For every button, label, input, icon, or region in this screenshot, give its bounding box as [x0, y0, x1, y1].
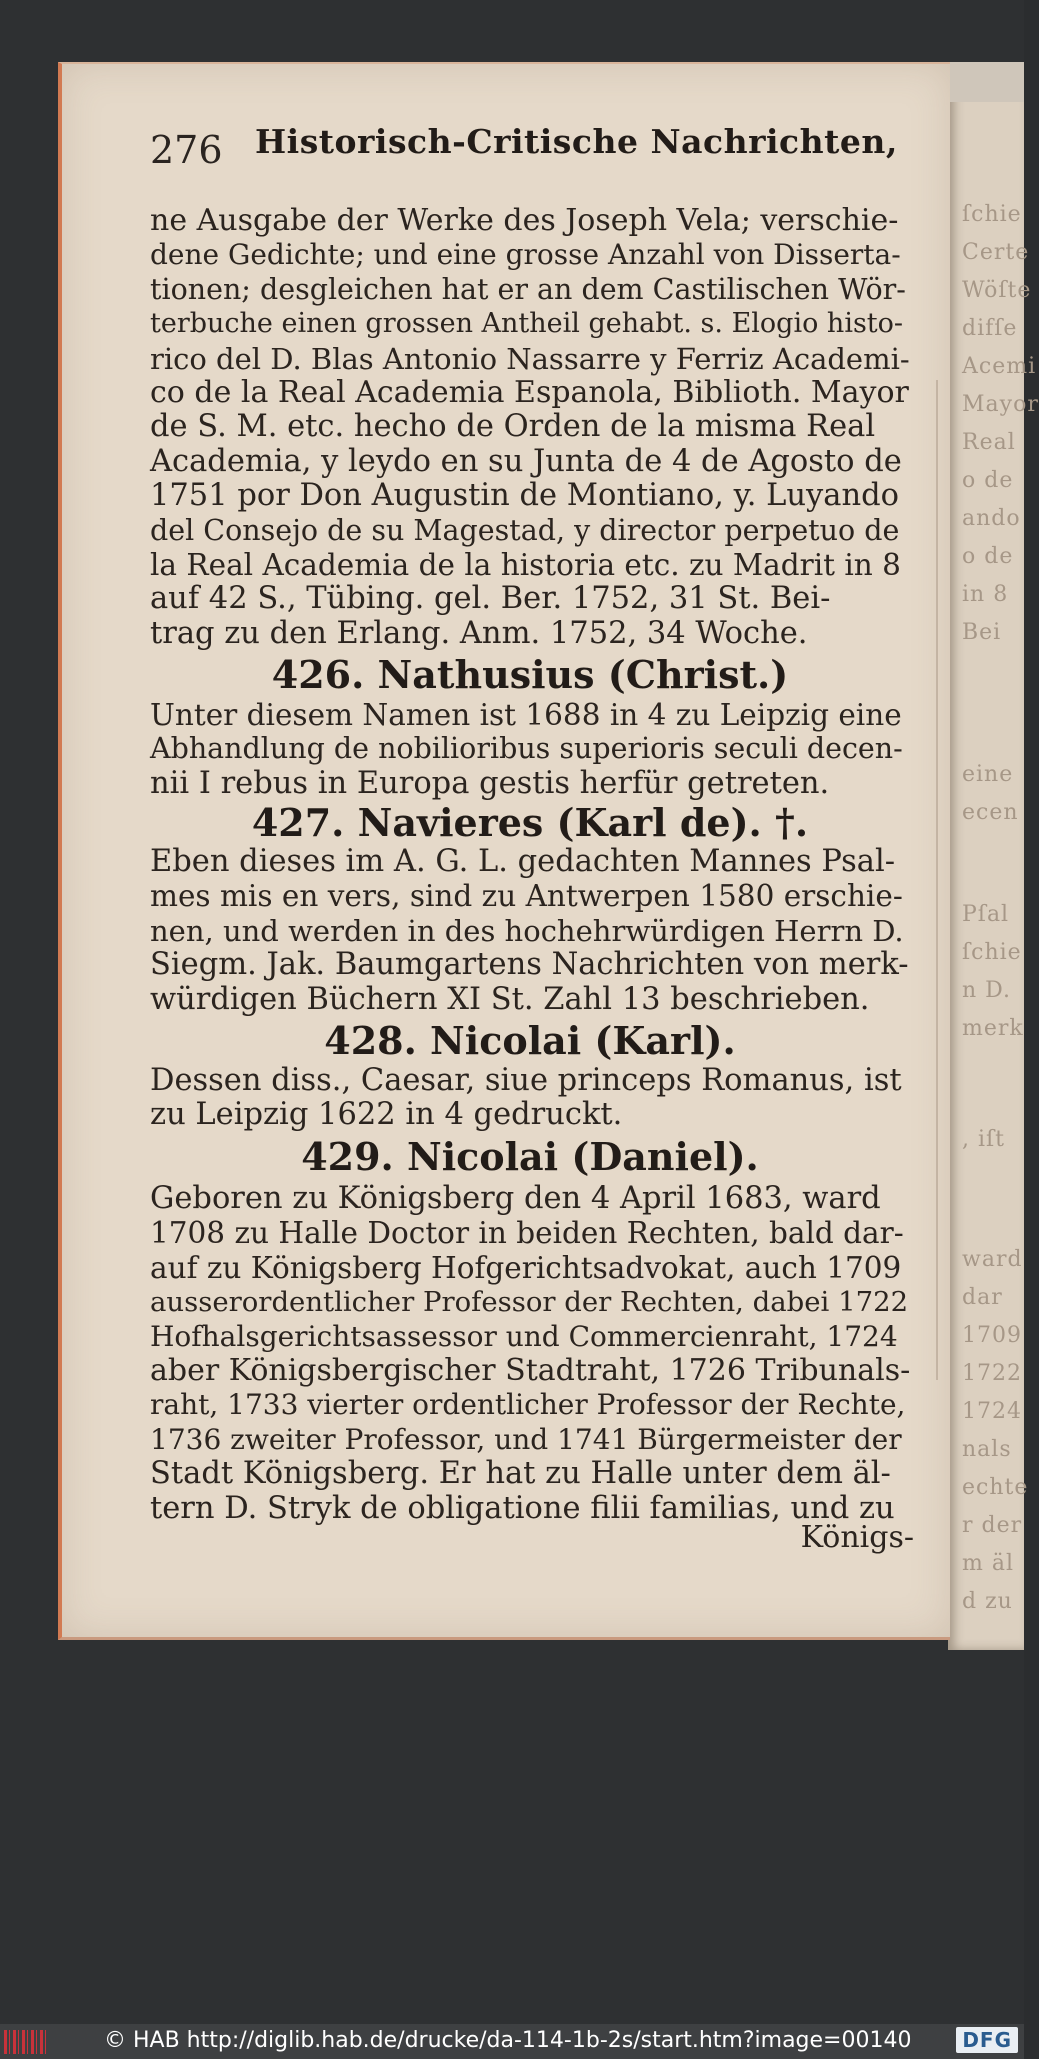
- text-line: mes mis en vers, sind zu Antwerpen 1580 erschie-: [150, 879, 903, 914]
- page-header: [150, 120, 910, 180]
- text-line: terbuche einen grossen Antheil gehabt. s. Elogio histo-: [150, 308, 904, 340]
- adjacent-page-fragment: echte: [962, 1475, 1029, 1500]
- adjacent-page-top: [948, 62, 1024, 102]
- adjacent-page-fragment: 1724: [962, 1399, 1022, 1424]
- adjacent-page-fragment: n D.: [962, 978, 1012, 1003]
- text-line: auf 42 S., Tübing. gel. Ber. 1752, 31 St. Bei-: [150, 581, 831, 617]
- text-line: nii I rebus in Europa gestis herfür getreten.: [150, 765, 830, 801]
- adjacent-page-fragment: d zu: [962, 1589, 1013, 1614]
- adjacent-page-fragment: o de: [962, 468, 1014, 493]
- gutter-shadow: [936, 380, 938, 1380]
- text-line: Hofhalsgerichtsassessor und Commercienraht, 1724: [150, 1319, 898, 1353]
- adjacent-page-fragment: ſchie: [962, 940, 1022, 965]
- entry-428-text: [150, 1064, 910, 1133]
- adjacent-page-fragment: Acemi: [962, 354, 1037, 379]
- text-line: rico del D. Blas Antonio Nassarre y Ferriz Academi-: [150, 341, 910, 376]
- entry-heading-426: 426. Nathusius (Christ.): [271, 652, 789, 697]
- text-line: dene Gedichte; und eine grosse Anzahl von Disserta-: [150, 238, 901, 272]
- adjacent-page-fragment: in 8: [962, 582, 1009, 607]
- footer-bar: [0, 2024, 1024, 2059]
- text-line: ausserordentlicher Professor der Rechten, dabei 1722: [150, 1286, 909, 1319]
- text-line: 1751 por Don Augustin de Montiano, y. Luyando: [150, 478, 899, 514]
- text-line: Eben dieses im A. G. L. gedachten Mannes Psal-: [150, 844, 896, 879]
- adjacent-page-fragment: merk: [962, 1016, 1024, 1041]
- entry-427-text: [150, 845, 910, 1017]
- text-line: tionen; desgleichen hat er an dem Castilischen Wör-: [150, 272, 906, 306]
- text-line: aber Königsbergischer Stadtraht, 1726 Tribunals-: [150, 1353, 911, 1389]
- adjacent-page-fragment: eine: [962, 762, 1014, 787]
- catchword: Königs-: [800, 1520, 914, 1555]
- text-line: würdigen Büchern XI St. Zahl 13 beschrieben.: [150, 981, 870, 1017]
- adjacent-page-fragment: Pſal: [962, 902, 1010, 927]
- text-line: Abhandlung de nobilioribus superioris seculi decen-: [150, 732, 903, 766]
- adjacent-page-fragment: r der: [962, 1513, 1023, 1538]
- adjacent-page-fragment: 1709: [962, 1323, 1022, 1348]
- text-line: del Consejo de su Magestad, y director perpetuo de: [150, 513, 900, 547]
- adjacent-page-fragment: dar: [962, 1285, 1003, 1310]
- adjacent-page-fragment: nals: [962, 1437, 1012, 1462]
- text-line: 1708 zu Halle Doctor in beiden Rechten, bald dar-: [150, 1216, 904, 1251]
- text-line: 1736 zweiter Professor, und 1741 Bürgermeister der: [150, 1422, 902, 1456]
- text-line: nen, und werden in des hochehrwürdigen Herrn D.: [150, 913, 904, 948]
- entry-heading-428: 428. Nicolai (Karl).: [324, 1018, 736, 1063]
- text-line: la Real Academia de la historia etc. zu Madrit in 8: [150, 548, 901, 583]
- text-line: Siegm. Jak. Baumgartens Nachrichten von merk-: [150, 947, 909, 983]
- adjacent-page-fragment: Certe: [962, 240, 1030, 265]
- text-line: auf zu Königsberg Hofgerichtsadvokat, auch 1709: [150, 1250, 902, 1285]
- adjacent-page-fragment: ando: [962, 506, 1021, 531]
- text-line: Stadt Königsberg. Er hat zu Halle unter dem äl-: [150, 1456, 891, 1492]
- page-number: 276: [150, 128, 223, 172]
- source-credit-link[interactable]: © HAB http://diglib.hab.de/drucke/da-114-1b-2s/start.htm?image=00140: [104, 2028, 912, 2053]
- text-line: zu Leipzig 1622 in 4 gedruckt.: [150, 1097, 623, 1133]
- entry-heading-427: 427. Navieres (Karl de). †.: [251, 800, 809, 845]
- adjacent-page-fragment: Bei: [962, 620, 1002, 645]
- adjacent-page-fragment: o de: [962, 544, 1014, 569]
- entry-426-text: [150, 698, 910, 801]
- entry-429-text: [150, 1182, 910, 1526]
- text-line: de S. M. etc. hecho de Orden de la misma Real: [150, 409, 876, 445]
- text-line: tern D. Stryk de obligatione filii familias, und zu: [150, 1490, 895, 1526]
- adjacent-page-fragment: difſe: [962, 316, 1018, 341]
- adjacent-page-fragment: Real: [962, 430, 1016, 455]
- text-line: Academia, y leydo en su Junta de 4 de Agosto de: [150, 443, 902, 479]
- text-line: trag zu den Erlang. Anm. 1752, 34 Woche.: [150, 615, 808, 651]
- text-line: ne Ausgabe der Werke des Joseph Vela; verschie-: [150, 203, 899, 238]
- intro-paragraph: [150, 204, 910, 651]
- adjacent-page-fragment: Wöſte: [962, 278, 1032, 303]
- text-line: raht, 1733 vierter ordentlicher Professor der Rechte,: [150, 1388, 906, 1422]
- adjacent-page-fragment: ecen: [962, 800, 1019, 825]
- entry-heading-429: 429. Nicolai (Daniel).: [301, 1134, 759, 1179]
- adjacent-page-fragment: ward: [962, 1247, 1023, 1272]
- adjacent-page-edge: [948, 62, 1039, 1650]
- barcode-icon: [4, 2030, 46, 2054]
- text-line: Unter diesem Namen ist 1688 in 4 zu Leipzig eine: [150, 698, 902, 732]
- adjacent-page-fragment: 1722: [962, 1361, 1022, 1386]
- adjacent-page-fragment: , iſt: [962, 1127, 1006, 1152]
- adjacent-page-fragment: ſchie: [962, 202, 1022, 227]
- running-title: Historisch-Critische Nachrichten,: [255, 122, 898, 161]
- dfg-logo: DFG: [956, 2027, 1018, 2053]
- text-line: co de la Real Academia Espanola, Biblioth. Mayor: [150, 375, 909, 411]
- adjacent-page-fragment: Mayor: [962, 392, 1039, 417]
- text-line: Geboren zu Königsberg den 4 April 1683, ward: [150, 1181, 881, 1216]
- text-line: Dessen diss., Caesar, siue princeps Romanus, ist: [150, 1063, 902, 1098]
- adjacent-page-fragment: m äl: [962, 1551, 1015, 1576]
